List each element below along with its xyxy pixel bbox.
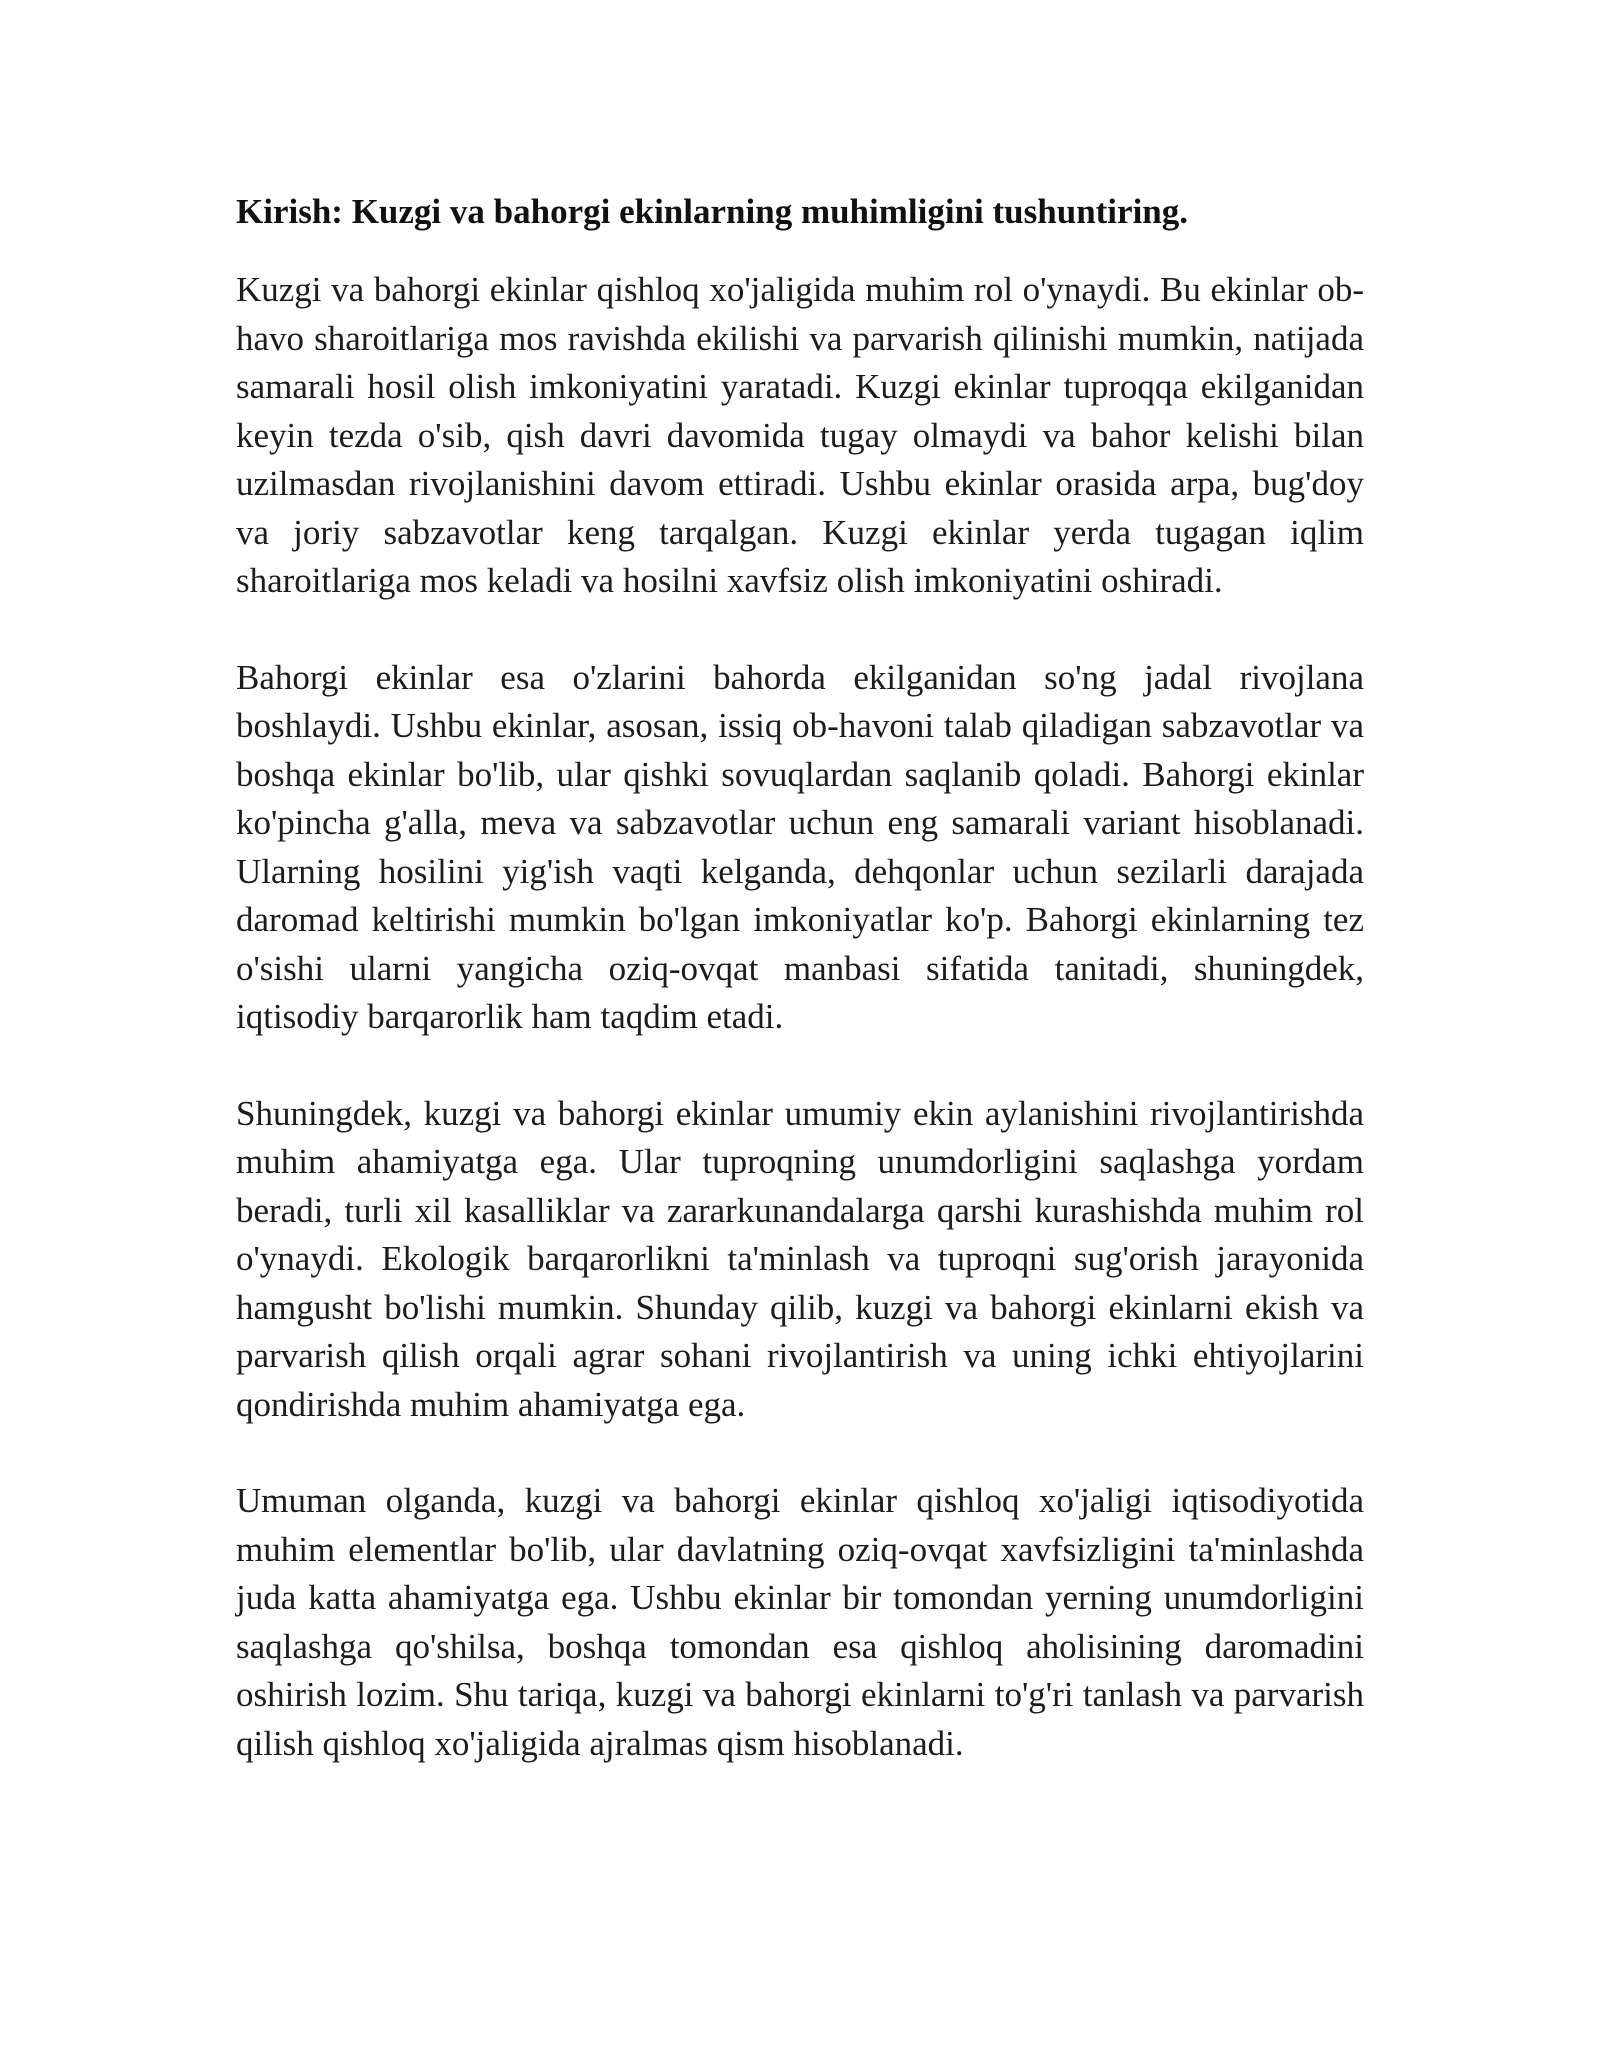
- paragraph-2: Bahorgi ekinlar esa o'zlarini bahorda ekilganidan so'ng jadal rivojlana boshlaydi. Ushbu ekinlar, asosan, issiq ob-havoni talab qiladigan sabzavotlar va boshqa ekinlar bo'lib, ular qishki sovuqlardan saqlanib qoladi. Bahorgi ekinlar ko'pincha g'alla, meva va sabzavotlar uchun eng samarali variant hisoblanadi. Ularning hosilini yig'ish vaqti kelganda, dehqonlar uchun sezilarli darajada daromad keltirishi mumkin bo'lgan imkoniyatlar ko'p. Bahorgi ekinlarning tez o'sishi ularni yangicha oziq-ovqat manbasi sifatida tanitadi, shuningdek, iqtisodiy barqarorlik ham taqdim etadi.: [236, 657, 1364, 1036]
- document-body: [236, 188, 1364, 1768]
- paragraph-1: Kuzgi va bahorgi ekinlar qishloq xo'jaligida muhim rol o'ynaydi. Bu ekinlar ob-havo sharoitlariga mos ravishda ekilishi va parvarish qilinishi mumkin, natijada samarali hosil olish imkoniyatini yaratadi. Kuzgi ekinlar tuproqqa ekilganidan keyin tezda o'sib, qish davri davomida tugay olmaydi va bahor kelishi bilan uzilmasdan rivojlanishini davom ettiradi. Ushbu ekinlar orasida arpa, bug'doy va joriy sabzavotlar keng tarqalgan. Kuzgi ekinlar yerda tugagan iqlim sharoitlariga mos keladi va hosilni xavfsiz olish imkoniyatini oshiradi.: [236, 270, 1364, 600]
- document-title: Kirish: Kuzgi va bahorgi ekinlarning muhimligini tushuntiring.: [236, 192, 1189, 231]
- paragraph-3: Shuningdek, kuzgi va bahorgi ekinlar umumiy ekin aylanishini rivojlantirishda muhim ahamiyatga ega. Ular tuproqning unumdorligini saqlashga yordam beradi, turli xil kasalliklar va zararkunandalarga qarshi kurashishda muhim rol o'ynaydi. Ekologik barqarorlikni ta'minlash va tuproqni sug'orish jarayonida hamgusht bo'lishi mumkin. Shunday qilib, kuzgi va bahorgi ekinlarni ekish va parvarish qilish orqali agrar sohani rivojlantirish va uning ichki ehtiyojlarini qondirishda muhim ahamiyatga ega.: [236, 1093, 1364, 1424]
- paragraph-4: Umuman olganda, kuzgi va bahorgi ekinlar qishloq xo'jaligi iqtisodiyotida muhim elementlar bo'lib, ular davlatning oziq-ovqat xavfsizligini ta'minlashda juda katta ahamiyatga ega. Ushbu ekinlar bir tomondan yerning unumdorligini saqlashga qo'shilsa, boshqa tomondan esa qishloq aholisining daromadini oshirish lozim. Shu tariqa, kuzgi va bahorgi ekinlarni to'g'ri tanlash va parvarish qilish qishloq xo'jaligida ajralmas qism hisoblanadi.: [236, 1481, 1364, 1763]
